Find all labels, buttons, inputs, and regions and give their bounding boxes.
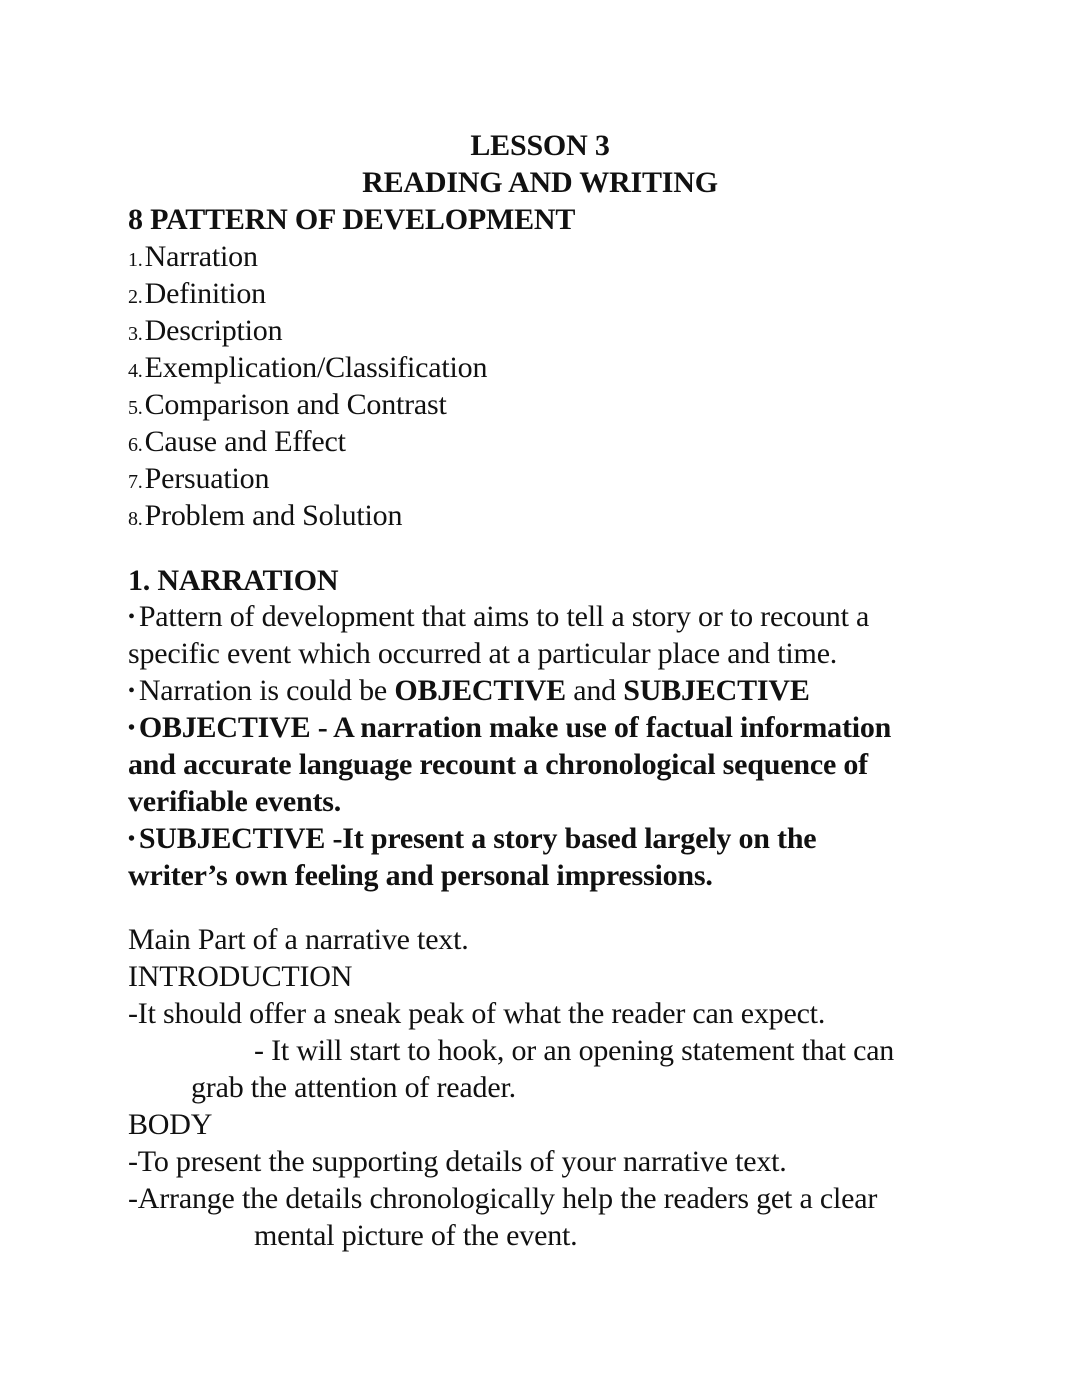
- body-line: mental picture of the event.: [254, 1219, 578, 1252]
- objective-definition-cont: verifiable events.: [128, 785, 342, 818]
- list-item: 4.Exemplication/Classification: [128, 351, 488, 384]
- list-item: 6.Cause and Effect: [128, 425, 346, 458]
- objective-definition: • OBJECTIVE - A narration make use of factual information: [128, 711, 892, 744]
- objective-definition-cont: and accurate language recount a chronological sequence of: [128, 748, 868, 781]
- introduction-line: - It will start to hook, or an opening statement that can: [254, 1034, 895, 1067]
- list-item: 2.Definition: [128, 277, 266, 310]
- lesson-title: LESSON 3: [470, 129, 610, 162]
- list-item: 8.Problem and Solution: [128, 499, 403, 532]
- list-item: 5.Comparison and Contrast: [128, 388, 447, 421]
- body-line: -To present the supporting details of your narrative text.: [128, 1145, 787, 1178]
- subjective-definition: • SUBJECTIVE -It present a story based largely on the: [128, 822, 817, 855]
- bullet-icon: •: [128, 717, 135, 739]
- body-heading: BODY: [128, 1108, 213, 1141]
- section-title: 8 PATTERN OF DEVELOPMENT: [128, 203, 576, 236]
- narration-definition: • Pattern of development that aims to tell a story or to recount a: [128, 600, 870, 633]
- list-item: 1.Narration: [128, 240, 258, 273]
- list-item: 7.Persuation: [128, 462, 270, 495]
- bullet-icon: •: [128, 606, 135, 628]
- subject-title: READING AND WRITING: [362, 166, 718, 199]
- introduction-heading: INTRODUCTION: [128, 960, 353, 993]
- list-item: 3.Description: [128, 314, 283, 347]
- main-part-title: Main Part of a narrative text.: [128, 923, 469, 956]
- narration-definition-cont: specific event which occurred at a particular place and time.: [128, 637, 838, 670]
- introduction-line: grab the attention of reader.: [191, 1071, 516, 1104]
- narration-heading: 1. NARRATION: [128, 564, 339, 597]
- introduction-line: -It should offer a sneak peak of what the reader can expect.: [128, 997, 826, 1030]
- body-line: -Arrange the details chronologically help the readers get a clear: [128, 1182, 878, 1215]
- narration-types: • Narration is could be OBJECTIVE and SUBJECTIVE: [128, 674, 810, 707]
- subjective-definition-cont: writer’s own feeling and personal impressions.: [128, 859, 713, 892]
- bullet-icon: •: [128, 828, 135, 850]
- bullet-icon: •: [128, 680, 135, 702]
